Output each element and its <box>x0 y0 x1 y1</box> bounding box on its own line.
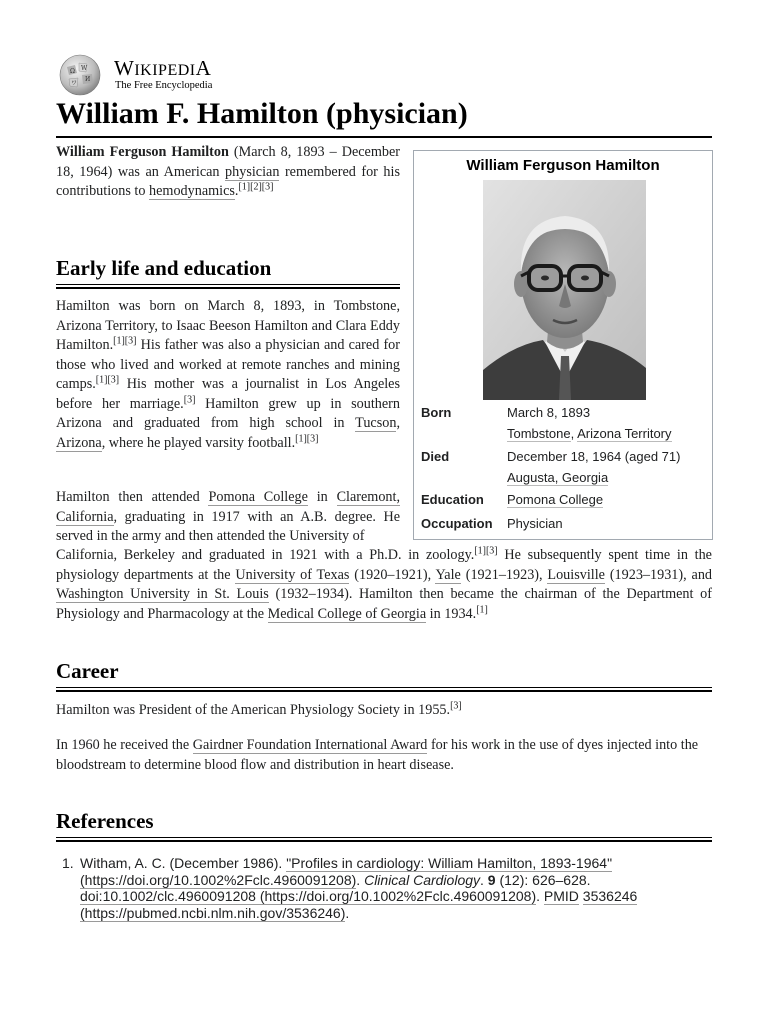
infobox-label: Born <box>421 405 452 420</box>
citation-ref[interactable]: [1][3] <box>113 335 137 347</box>
citation-ref[interactable]: [3] <box>183 393 196 405</box>
portrait-image-icon <box>483 180 646 400</box>
wikipedia-wordmark: WIKIPEDIA <box>114 56 212 80</box>
section-divider <box>56 687 712 692</box>
reference-number: 1. <box>62 855 74 871</box>
infobox-row-died <box>421 446 711 490</box>
section-heading-references: References <box>56 809 154 833</box>
svg-text:Ω: Ω <box>70 68 75 75</box>
infobox-title: William Ferguson Hamilton <box>466 157 660 174</box>
infobox-label: Died <box>421 449 450 464</box>
career-paragraph-2: In 1960 he received the Gairdner Foundation International Award for his work in the use of dyes injected into the bloodstream to determine blood flow and distribution in heart disease. <box>56 737 699 773</box>
link-louisville[interactable]: Louisville <box>547 566 605 583</box>
link-tucson[interactable]: Tucson <box>355 415 397 431</box>
link-university-of-texas[interactable]: University of Texas <box>235 566 350 583</box>
link-washington-university[interactable]: Washington University in St. Louis <box>56 586 269 602</box>
title-divider <box>56 136 712 138</box>
wikipedia-tagline: The Free Encyclopedia <box>115 80 213 91</box>
early-life-paragraph-2b: California, Berkeley and graduated in 1921 with a Ph.D. in zoology.[1][3] He subsequently spent time in the physiology departments at the University of Texas (1920–1921), Yale (1921–1923), Louisville (1923–1931), and Washington University in St. Louis (1932–1934). Hamilton then became the chairman of the Department of Physiology and Pharmacology at the Medical College of Georgia in 1934.[1] <box>56 545 713 622</box>
infobox-row-education <box>421 489 711 511</box>
citation-ref[interactable]: [3] <box>450 700 462 712</box>
infobox-value: Physician <box>507 516 563 531</box>
link-gairdner-award[interactable]: Gairdner Foundation International Award <box>192 737 428 753</box>
infobox-value <box>507 489 707 510</box>
page-title: William F. Hamilton (physician) <box>56 97 468 130</box>
infobox-label: Education <box>421 492 484 507</box>
link-hemodynamics[interactable]: hemodynamics <box>149 183 235 199</box>
portrait-photo[interactable] <box>483 180 646 400</box>
citation-ref[interactable]: [1][3] <box>474 545 498 557</box>
citation-ref[interactable]: [1][3] <box>95 374 120 386</box>
link-arizona-territory[interactable]: Arizona Territory <box>577 426 672 441</box>
infobox-value: December 18, 1964 (aged 71) Augusta, Georgia <box>507 449 681 485</box>
career-paragraph-1: Hamilton was President of the American Physiology Society in 1955.[3] <box>56 700 462 718</box>
reference-doi-link[interactable]: doi:10.1002/clc.4960091208 (https://doi.org/10.1002%2Fclc.4960091208) <box>80 888 537 904</box>
citation-ref[interactable]: [1] <box>476 603 488 615</box>
svg-text:И: И <box>85 76 91 83</box>
reference-title-link[interactable]: "Profiles in cardiology: William Hamilton, 1893-1964" (https://doi.org/10.1002%2Fclc.4960091208) <box>80 855 613 888</box>
wikipedia-logo[interactable] <box>55 53 255 97</box>
link-augusta-georgia[interactable]: Augusta, Georgia <box>507 470 609 485</box>
citation-ref[interactable]: [1][2][3] <box>238 181 274 193</box>
early-life-paragraph-2a: Hamilton then attended Pomona College in Claremont, California, graduating in 1917 with an A.B. degree. He served in the army and then attended the University of <box>56 489 400 544</box>
link-pomona-college-infobox[interactable]: Pomona College <box>507 492 604 507</box>
link-yale[interactable]: Yale <box>435 566 461 583</box>
wikipedia-globe-icon <box>55 53 105 97</box>
reference-pmid-label[interactable]: PMID <box>543 888 579 904</box>
link-medical-college-of-georgia[interactable]: Medical College of Georgia <box>267 605 427 622</box>
infobox-row-born <box>421 402 711 446</box>
section-divider <box>56 837 712 842</box>
subject-name: William Ferguson Hamilton <box>56 144 229 160</box>
infobox <box>413 150 713 540</box>
citation-ref[interactable]: [1][3] <box>295 432 319 444</box>
intro-paragraph: William Ferguson Hamilton (March 8, 1893 – December 18, 1964) was an American physician remembered for his contributions to hemodynamics.[1][2][3] <box>56 144 400 199</box>
section-heading-career: Career <box>56 659 119 683</box>
reference-item <box>60 855 710 925</box>
section-divider <box>56 284 400 289</box>
reference-volume: 9 <box>487 871 496 888</box>
svg-text:W: W <box>81 65 88 72</box>
link-tombstone[interactable]: Tombstone <box>507 426 571 441</box>
link-claremont-california[interactable]: Claremont, California <box>56 489 400 525</box>
infobox-row-occupation <box>421 513 711 535</box>
reference-text: Witham, A. C. (December 1986). "Profiles in cardiology: William Hamilton, 1893-1964" (https://doi.org/10.1002%2Fclc.4960091208). Clinical Cardiology. 9 (12): 626–628. doi:10.1002/clc.4960091208 (https://doi.org/10.1002%2Fclc.4960091208). PMID 3536246 (https://pubmed.ncbi.nlm.nih.gov/3536246). <box>80 855 638 921</box>
link-arizona[interactable]: Arizona <box>56 434 102 451</box>
early-life-paragraph-1: Hamilton was born on March 8, 1893, in Tombstone, Arizona Territory, to Isaac Beeson Hamilton and Clara Eddy Hamilton.[1][3] His father was also a physician and cared for those who lived and worked at remote ranches and mining camps.[1][3] His mother was a journalist in Los Angeles before her marriage.[3] Hamilton grew up in southern Arizona and graduated from high school in Tucson, Arizona, where he played varsity football.[1][3] <box>56 298 400 451</box>
references-list <box>60 855 710 925</box>
infobox-value: March 8, 1893 Tombstone, Arizona Territory <box>507 405 672 441</box>
reference-journal: Clinical Cardiology <box>364 871 481 888</box>
link-physician[interactable]: physician <box>225 163 280 180</box>
svg-text:ワ: ワ <box>71 80 78 87</box>
section-heading-early-life: Early life and education <box>56 256 272 280</box>
infobox-label: Occupation <box>421 516 493 531</box>
link-pomona-college[interactable]: Pomona College <box>208 489 308 505</box>
reference-pmid-link[interactable]: 3536246 (https://pubmed.ncbi.nlm.nih.gov/3536246) <box>80 888 638 921</box>
